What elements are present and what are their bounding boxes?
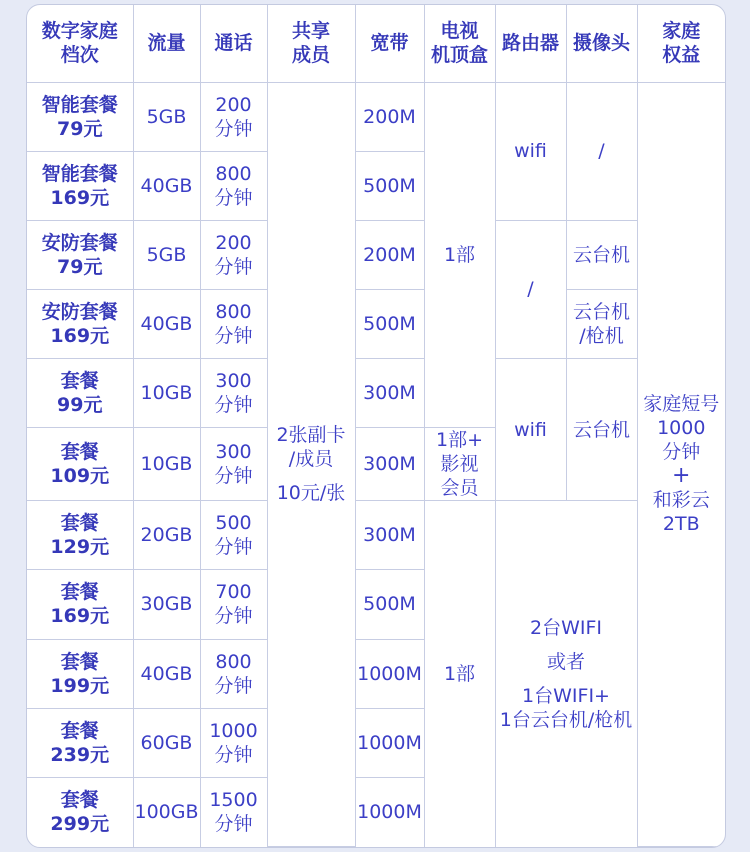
package-name-cell: 安防套餐 169元 xyxy=(27,289,133,358)
call-cell: 1000 分钟 xyxy=(200,708,267,777)
header-broadband: 宽带 xyxy=(355,5,424,82)
data-cell: 40GB xyxy=(133,151,200,220)
data-cell: 40GB xyxy=(133,289,200,358)
call-cell: 500 分钟 xyxy=(200,501,267,570)
shared-member-cell: 2张副卡 /成员 10元/张 xyxy=(267,82,355,846)
call-cell: 200 分钟 xyxy=(200,220,267,289)
table-row xyxy=(27,220,725,289)
data-cell: 5GB xyxy=(133,220,200,289)
header-row xyxy=(27,5,725,82)
package-name-cell: 套餐 129元 xyxy=(27,501,133,570)
call-cell: 1500 分钟 xyxy=(200,777,267,846)
broadband-cell: 200M xyxy=(355,82,424,151)
camera-cell-b: 云台机 xyxy=(566,220,637,289)
header-tier: 数字家庭 档次 xyxy=(27,5,133,82)
call-cell: 700 分钟 xyxy=(200,570,267,639)
table-row xyxy=(27,289,725,358)
package-name-cell: 套餐 169元 xyxy=(27,570,133,639)
package-name-cell: 智能套餐 79元 xyxy=(27,82,133,151)
data-cell: 5GB xyxy=(133,82,200,151)
table-row xyxy=(27,359,725,428)
package-table-card xyxy=(26,4,726,848)
header-shared: 共享 成员 xyxy=(267,5,355,82)
camera-cell-a: / xyxy=(566,82,637,220)
tv-cell-c: 1部 xyxy=(424,501,495,847)
package-name-cell: 套餐 99元 xyxy=(27,359,133,428)
call-cell: 200 分钟 xyxy=(200,82,267,151)
router-camera-combo-cell: 2台WIFI 或者 1台WIFI+ 1台云台机/枪机 xyxy=(495,501,637,847)
table-row xyxy=(27,501,725,570)
broadband-cell: 1000M xyxy=(355,777,424,846)
broadband-cell: 500M xyxy=(355,570,424,639)
data-cell: 10GB xyxy=(133,359,200,428)
camera-cell-c: 云台机 /枪机 xyxy=(566,289,637,358)
package-name-cell: 套餐 109元 xyxy=(27,428,133,501)
broadband-cell: 300M xyxy=(355,501,424,570)
data-cell: 60GB xyxy=(133,708,200,777)
package-name-cell: 套餐 239元 xyxy=(27,708,133,777)
router-cell-b: / xyxy=(495,220,566,358)
data-cell: 40GB xyxy=(133,639,200,708)
broadband-cell: 200M xyxy=(355,220,424,289)
data-cell: 30GB xyxy=(133,570,200,639)
call-cell: 800 分钟 xyxy=(200,151,267,220)
tv-cell-a: 1部 xyxy=(424,82,495,428)
call-cell: 300 分钟 xyxy=(200,359,267,428)
call-cell: 800 分钟 xyxy=(200,639,267,708)
broadband-cell: 300M xyxy=(355,359,424,428)
router-cell-a: wifi xyxy=(495,82,566,220)
call-cell: 300 分钟 xyxy=(200,428,267,501)
data-cell: 10GB xyxy=(133,428,200,501)
router-cell-c: wifi xyxy=(495,359,566,501)
package-name-cell: 套餐 199元 xyxy=(27,639,133,708)
broadband-cell: 500M xyxy=(355,289,424,358)
header-router: 路由器 xyxy=(495,5,566,82)
package-name-cell: 智能套餐 169元 xyxy=(27,151,133,220)
broadband-cell: 1000M xyxy=(355,708,424,777)
header-benefit: 家庭 权益 xyxy=(637,5,725,82)
data-cell: 20GB xyxy=(133,501,200,570)
call-cell: 800 分钟 xyxy=(200,289,267,358)
header-camera: 摄像头 xyxy=(566,5,637,82)
camera-cell-d: 云台机 xyxy=(566,359,637,501)
broadband-cell: 500M xyxy=(355,151,424,220)
broadband-cell: 300M xyxy=(355,428,424,501)
tv-cell-b: 1部+ 影视 会员 xyxy=(424,428,495,501)
broadband-cell: 1000M xyxy=(355,639,424,708)
data-cell: 100GB xyxy=(133,777,200,846)
header-call: 通话 xyxy=(200,5,267,82)
header-data: 流量 xyxy=(133,5,200,82)
table-row xyxy=(27,82,725,151)
package-name-cell: 套餐 299元 xyxy=(27,777,133,846)
benefit-cell: 家庭短号 1000 分钟 + 和彩云 2TB xyxy=(637,82,725,846)
package-table xyxy=(27,5,725,847)
header-tv: 电视 机顶盒 xyxy=(424,5,495,82)
package-name-cell: 安防套餐 79元 xyxy=(27,220,133,289)
